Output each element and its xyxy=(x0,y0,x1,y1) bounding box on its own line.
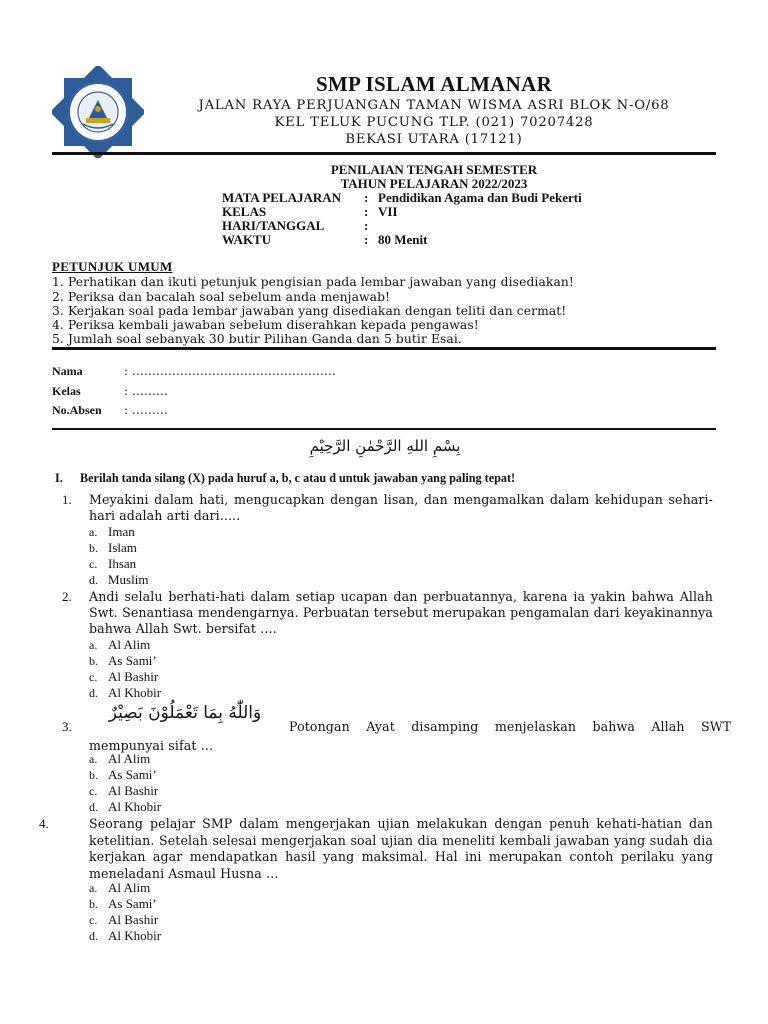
answer-option[interactable] xyxy=(89,928,161,944)
identity-field-absen[interactable]: : ……… xyxy=(124,403,168,417)
instruction-item: 5. Jumlah soal sebanyak 30 butir Pilihan Ganda dan 5 butir Esai. xyxy=(52,332,462,346)
identity-label-absen: No.Absen xyxy=(52,403,102,417)
school-logo xyxy=(52,66,144,158)
answer-option[interactable] xyxy=(89,767,157,783)
answer-option[interactable] xyxy=(89,912,158,928)
option-letter: d. xyxy=(89,800,98,814)
option-text: Ihsan xyxy=(108,556,137,571)
option-letter: a. xyxy=(89,881,98,895)
exam-title: PENILAIAN TENGAH SEMESTER xyxy=(330,162,538,177)
instruction-item: 4. Periksa kembali jawaban sebelum diserahkan kepada pengawas! xyxy=(52,318,479,332)
option-letter: c. xyxy=(89,784,98,798)
answer-option[interactable] xyxy=(89,524,135,540)
meta-colon: : xyxy=(364,232,369,247)
question-number: 3. xyxy=(62,719,72,734)
question-number: 2. xyxy=(62,589,72,604)
option-text: Al Bashir xyxy=(108,669,159,684)
option-letter: a. xyxy=(89,638,98,652)
option-text: Al Alim xyxy=(108,880,151,895)
school-address-line3: BEKASI UTARA (17121) xyxy=(345,132,523,147)
option-letter: d. xyxy=(89,929,98,943)
option-text: As Sami’ xyxy=(108,767,157,782)
exam-year: TAHUN PELAJARAN 2022/2023 xyxy=(340,176,528,191)
answer-option[interactable] xyxy=(89,540,137,556)
option-letter: c. xyxy=(89,557,98,571)
meta-label-class: KELAS xyxy=(222,204,267,219)
meta-label-time: WAKTU xyxy=(222,232,272,247)
answer-option[interactable] xyxy=(89,669,158,685)
question-text: Seorang pelajar SMP dalam mengerjakan ujian melakukan dengan penuh kehati-hatian dan ketelitian. Setelah selesai mengerjakan soal ujian dia meneliti kembali jawaban yang sudah dia kerjakan agar mendapatkan hasil yang maksimal. Hal ini merupakan contoh perilaku yang meneladani Asmaul Husna … xyxy=(89,816,713,881)
meta-value-subject: Pendidikan Agama dan Budi Pekerti xyxy=(378,190,582,205)
answer-option[interactable] xyxy=(89,572,148,588)
school-address-line1: JALAN RAYA PERJUANGAN TAMAN WISMA ASRI BLOK N-O/68 xyxy=(198,98,670,113)
meta-value-class: VII xyxy=(378,204,398,219)
section-number: I. xyxy=(55,471,63,485)
option-letter: b. xyxy=(89,768,98,782)
option-letter: b. xyxy=(89,541,98,555)
option-text: Al Bashir xyxy=(108,912,159,927)
meta-colon: : xyxy=(364,218,369,233)
meta-colon: : xyxy=(364,190,369,205)
option-text: Al Khobir xyxy=(108,799,162,814)
answer-option[interactable] xyxy=(89,637,150,653)
basmalah-calligraphy: بِسْمِ اللهِ الرَّحْمٰنِ الرَّحِيْمِ xyxy=(309,437,461,455)
meta-value-time: 80 Menit xyxy=(378,232,428,247)
answer-option[interactable] xyxy=(89,556,136,572)
option-text: Al Khobir xyxy=(108,685,162,700)
answer-option[interactable] xyxy=(89,799,161,815)
option-letter: c. xyxy=(89,913,98,927)
answer-option[interactable] xyxy=(89,685,161,701)
answer-option[interactable] xyxy=(89,896,157,912)
question-number: 4. xyxy=(39,816,49,831)
section-instruction: Berilah tanda silang (X) pada huruf a, b, c atau d untuk jawaban yang paling tepat! xyxy=(80,471,516,485)
meta-colon: : xyxy=(364,204,369,219)
question-text: Meyakini dalam hati, mengucapkan dengan lisan, dan mengamalkan dalam kehidupan sehari-hari adalah arti dari..... xyxy=(89,492,713,523)
option-letter: d. xyxy=(89,686,98,700)
instruction-item: 1. Perhatikan dan ikuti petunjuk pengisian pada lembar jawaban yang disediakan! xyxy=(52,275,574,289)
identity-field-class[interactable]: : ……… xyxy=(124,384,168,398)
option-letter: c. xyxy=(89,670,98,684)
instruction-item: 2. Periksa dan bacalah soal sebelum anda menjawab! xyxy=(52,290,391,304)
option-letter: d. xyxy=(89,573,98,587)
instructions-title: PETUNJUK UMUM xyxy=(52,259,173,274)
option-letter: b. xyxy=(89,897,98,911)
question-text: Potongan Ayat disamping menjelaskan bahwa Allah SWT xyxy=(289,719,732,734)
question-text: Andi selalu berhati-hati dalam setiap ucapan dan perbuatannya, karena ia yakin bahwa Allah Swt. Senantiasa mendengarnya. Perbuatan tersebut merupakan pengamalan dari keyakinannya bahwa Allah Swt. bersifat …. xyxy=(89,589,713,636)
identity-field-name[interactable]: : …………………………………………… xyxy=(124,364,336,378)
meta-label-subject: MATA PELAJARAN xyxy=(222,190,342,205)
answer-option[interactable] xyxy=(89,653,157,669)
instruction-item: 3. Kerjakan soal pada lembar jawaban yang disediakan dengan teliti dan cermat! xyxy=(52,304,567,318)
option-text: Al Khobir xyxy=(108,928,162,943)
option-text: As Sami’ xyxy=(108,653,157,668)
option-text: Iman xyxy=(108,524,135,539)
option-text: As Sami’ xyxy=(108,896,157,911)
option-text: Al Alim xyxy=(108,751,151,766)
identity-label-class: Kelas xyxy=(52,384,81,398)
meta-label-date: HARI/TANGGAL xyxy=(222,218,325,233)
instructions-divider xyxy=(52,347,716,350)
school-address-line2: KEL TELUK PUCUNG TLP. (021) 70207428 xyxy=(274,115,594,130)
option-letter: a. xyxy=(89,752,98,766)
option-text: Muslim xyxy=(108,572,149,587)
identity-label-name: Nama xyxy=(52,364,83,378)
answer-option[interactable] xyxy=(89,751,150,767)
school-name: SMP ISLAM ALMANAR xyxy=(315,72,553,96)
identity-divider xyxy=(52,428,716,430)
option-letter: b. xyxy=(89,654,98,668)
option-letter: a. xyxy=(89,525,98,539)
option-text: Islam xyxy=(108,540,137,555)
option-text: Al Alim xyxy=(108,637,151,652)
answer-option[interactable] xyxy=(89,783,158,799)
question-text-continued: mempunyai sifat … xyxy=(89,738,214,753)
question-number: 1. xyxy=(62,492,72,507)
answer-option[interactable] xyxy=(89,880,150,896)
option-text: Al Bashir xyxy=(108,783,159,798)
header-divider xyxy=(52,152,716,155)
quran-verse-arabic: وَاللّٰهُ بِمَا تَعْمَلُوْنَ بَصِيْرٌ xyxy=(108,703,262,723)
